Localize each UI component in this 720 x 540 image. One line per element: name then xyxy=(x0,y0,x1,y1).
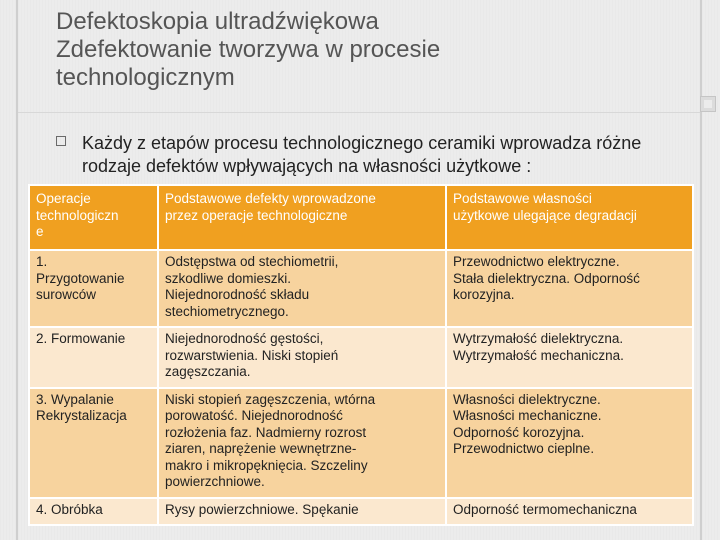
cell-text: Wytrzymałość dielektryczna. Wytrzymałość mechaniczna. xyxy=(453,331,624,363)
cell-text: Niski stopień zagęszczenia, wtórna porowatość. Niejednorodność rozłożenia faz. Nadmierny rozrost ziaren, naprężenie wewnętrzne- makro i mikropęknięcia. Szczeliny powierzchniowe. xyxy=(165,391,376,489)
table-cell xyxy=(29,327,158,388)
table-header-row xyxy=(29,185,693,250)
cell-text: Rysy powierzchniowe. Spękanie xyxy=(165,501,359,517)
header-properties xyxy=(446,185,693,250)
header-defects xyxy=(158,185,446,250)
table-row xyxy=(29,327,693,388)
cell-text: 3. Wypalanie Rekrystalizacja xyxy=(36,391,127,423)
defects-table xyxy=(28,184,694,526)
header-properties-text: Podstawowe własności użytkowe ulegające degradacji xyxy=(453,191,637,223)
table-cell xyxy=(29,250,158,327)
table-cell xyxy=(29,388,158,498)
square-bullet-icon xyxy=(56,136,66,146)
table-cell xyxy=(446,327,693,388)
cell-text: Przewodnictwo elektryczne. Stała dielektryczna. Odporność korozyjna. xyxy=(453,254,640,302)
slide-border-right xyxy=(700,0,702,540)
header-defects-text: Podstawowe defekty wprowadzone przez operacje technologiczne xyxy=(165,191,376,223)
cell-text: 4. Obróbka xyxy=(36,501,103,517)
table-row xyxy=(29,388,693,498)
cell-text: Odporność termomechaniczna xyxy=(453,501,637,517)
header-operations xyxy=(29,185,158,250)
table-cell xyxy=(446,250,693,327)
table-cell xyxy=(158,388,446,498)
cell-text: 2. Formowanie xyxy=(36,331,126,346)
slide-border-left xyxy=(16,0,18,540)
table-cell xyxy=(446,388,693,498)
title-line-2: Zdefektowanie tworzywa w procesie xyxy=(56,36,441,63)
table-cell xyxy=(158,250,446,327)
title-line-3: technologicznym xyxy=(56,64,235,91)
cell-text: Odstępstwa od stechiometrii, szkodliwe domieszki. Niejednorodność składu stechiometrycznego. xyxy=(165,254,339,319)
cell-text: Własności dielektryczne. Własności mechaniczne. Odporność korozyjna. Przewodnictwo cieplne. xyxy=(453,391,602,456)
decorative-square-icon xyxy=(700,96,716,112)
title-line-1: Defektoskopia ultradźwiękowa xyxy=(56,8,379,35)
cell-text: 1. Przygotowanie surowców xyxy=(36,254,125,302)
table-cell xyxy=(158,498,446,526)
header-operations-text: Operacje technologiczn e xyxy=(36,191,119,239)
bullet-text: Każdy z etapów procesu technologicznego ceramiki wprowadza różne rodzaje defektów wpływających na własności użytkowe : xyxy=(82,133,642,176)
table-cell xyxy=(29,498,158,526)
slide-title xyxy=(56,8,656,92)
title-divider xyxy=(18,112,700,113)
table-cell xyxy=(158,327,446,388)
table-row xyxy=(29,250,693,327)
table-cell xyxy=(446,498,693,526)
cell-text: Niejednorodność gęstości, rozwarstwienia. Niski stopień zagęszczania. xyxy=(165,331,339,379)
table-row xyxy=(29,498,693,526)
